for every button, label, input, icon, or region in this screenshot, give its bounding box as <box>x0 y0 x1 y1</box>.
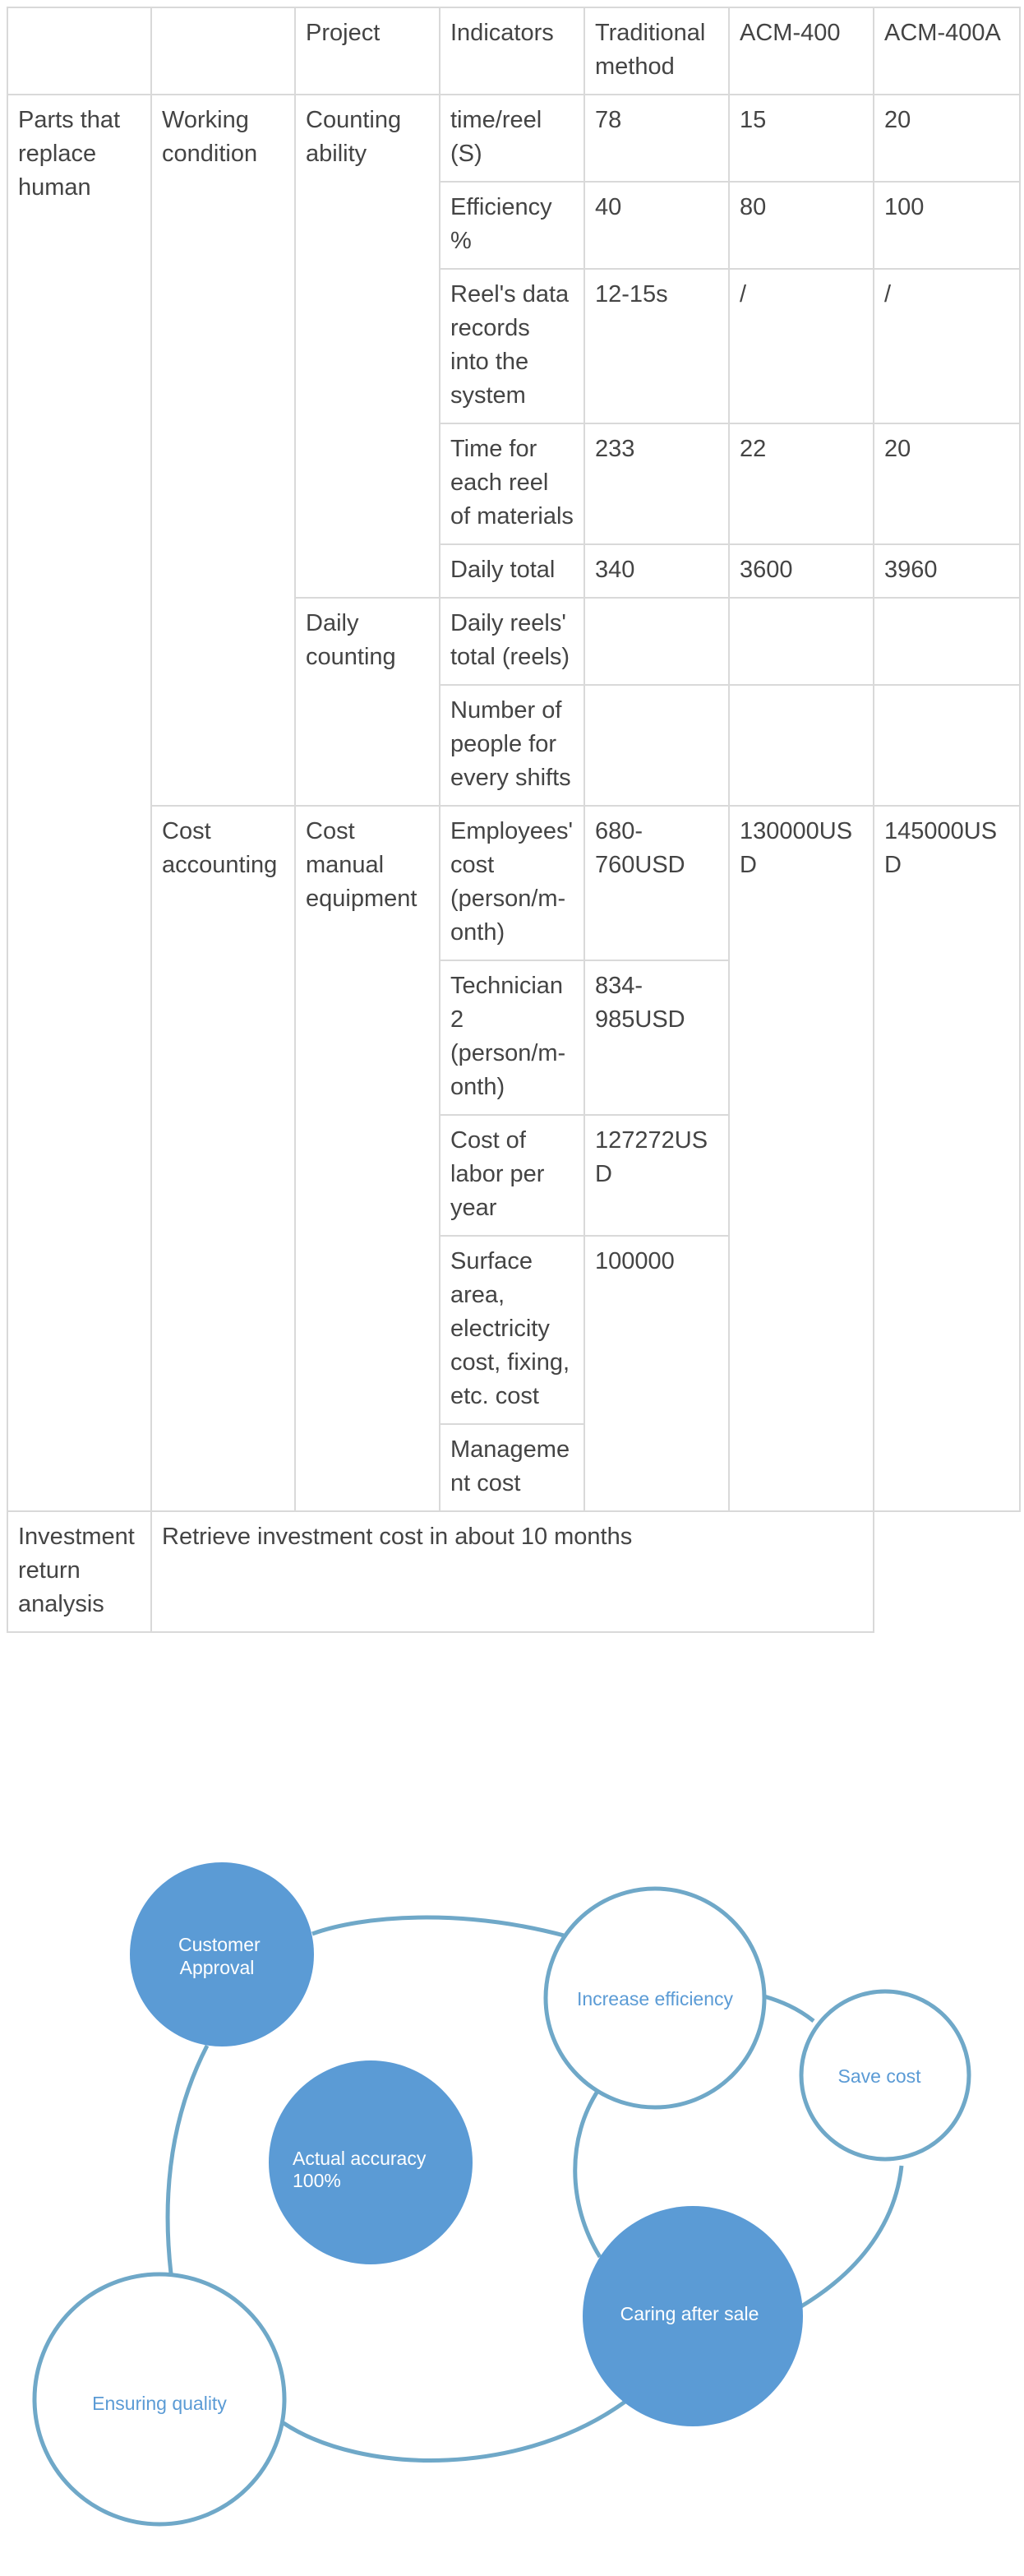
acm400-cell: 15 <box>729 95 874 182</box>
traditional-cell: 12-15s <box>584 269 729 423</box>
table-row <box>7 1511 1020 1632</box>
indicator-cell: Technician 2 (person/m-onth) <box>440 960 584 1115</box>
traditional-cell: 127272USD <box>584 1115 729 1236</box>
indicator-cell: Daily total <box>440 544 584 598</box>
header-traditional: Traditional method <box>584 7 729 95</box>
table-header-row <box>7 7 1020 95</box>
diagram-svg <box>0 1809 1024 2549</box>
save-cost-label: Save cost <box>837 2065 921 2087</box>
acm400a-cell: / <box>874 269 1020 423</box>
traditional-cell: 340 <box>584 544 729 598</box>
acm400-cost-cell: 130000USD <box>729 806 874 1511</box>
traditional-cell: 680-760USD <box>584 806 729 960</box>
acm400-cell: 22 <box>729 423 874 544</box>
counting-ability-label: Counting ability <box>295 95 440 598</box>
acm400-cell: 3600 <box>729 544 874 598</box>
caring-after-sale-label: Caring after sale <box>620 2303 759 2324</box>
header-acm400: ACM-400 <box>729 7 874 95</box>
connector-arc <box>312 1917 567 1936</box>
acm400-cell: 80 <box>729 182 874 269</box>
ensuring-quality-label: Ensuring quality <box>92 2393 227 2414</box>
table-row <box>7 95 1020 182</box>
traditional-cell: 834-985USD <box>584 960 729 1115</box>
daily-counting-label: Daily counting <box>295 598 440 806</box>
acm400-cell: / <box>729 269 874 423</box>
header-acm400a: ACM-400A <box>874 7 1020 95</box>
actual-accuracy-line: 100% <box>293 2170 341 2191</box>
traditional-cell: 78 <box>584 95 729 182</box>
cost-project-label: Cost manual equipment <box>295 806 440 1511</box>
comparison-table <box>7 7 1021 1633</box>
table-row <box>7 806 1020 960</box>
working-condition-label: Working condition <box>151 95 295 806</box>
traditional-cell: 100000 <box>584 1236 729 1511</box>
group-label: Parts that replace human <box>7 95 151 1511</box>
actual-accuracy-line: Actual accuracy <box>293 2148 427 2169</box>
header-project: Project <box>295 7 440 95</box>
header-indicators: Indicators <box>440 7 584 95</box>
acm400a-cell: 20 <box>874 423 1020 544</box>
connector-arc <box>764 1996 814 2021</box>
investment-label: Investment return analysis <box>7 1511 151 1632</box>
traditional-cell: 40 <box>584 182 729 269</box>
indicator-cell: Employees' cost (person/m-onth) <box>440 806 584 960</box>
indicator-cell: Surface area, electricity cost, fixing, etc. cost <box>440 1236 584 1424</box>
connector-arc <box>284 2396 633 2460</box>
indicator-cell: Efficiency % <box>440 182 584 269</box>
acm400a-cell: 3960 <box>874 544 1020 598</box>
customer-approval-line: Customer <box>178 1934 261 1955</box>
investment-text: Retrieve investment cost in about 10 months <box>151 1511 874 1632</box>
indicator-cell: Daily reels' total (reels) <box>440 598 584 685</box>
traditional-cell: 233 <box>584 423 729 544</box>
acm400a-cell: 20 <box>874 95 1020 182</box>
acm400a-cell: 100 <box>874 182 1020 269</box>
connector-arc <box>168 2046 207 2273</box>
indicator-cell: Time for each reel of materials <box>440 423 584 544</box>
connector-arc <box>575 2090 600 2257</box>
customer-approval-line: Approval <box>179 1957 255 1978</box>
indicator-cell: Management cost <box>440 1424 584 1511</box>
indicator-cell: Reel's data records into the system <box>440 269 584 423</box>
cost-accounting-label: Cost accounting <box>151 806 295 1511</box>
increase-efficiency-label: Increase efficiency <box>576 1988 734 2009</box>
indicator-cell: Number of people for every shifts <box>440 685 584 806</box>
value-circles-diagram <box>0 1809 1024 2549</box>
acm400a-cost-cell: 145000USD <box>874 806 1020 1511</box>
indicator-cell: Cost of labor per year <box>440 1115 584 1236</box>
indicator-cell: time/reel (S) <box>440 95 584 182</box>
connector-arc <box>801 2166 902 2306</box>
